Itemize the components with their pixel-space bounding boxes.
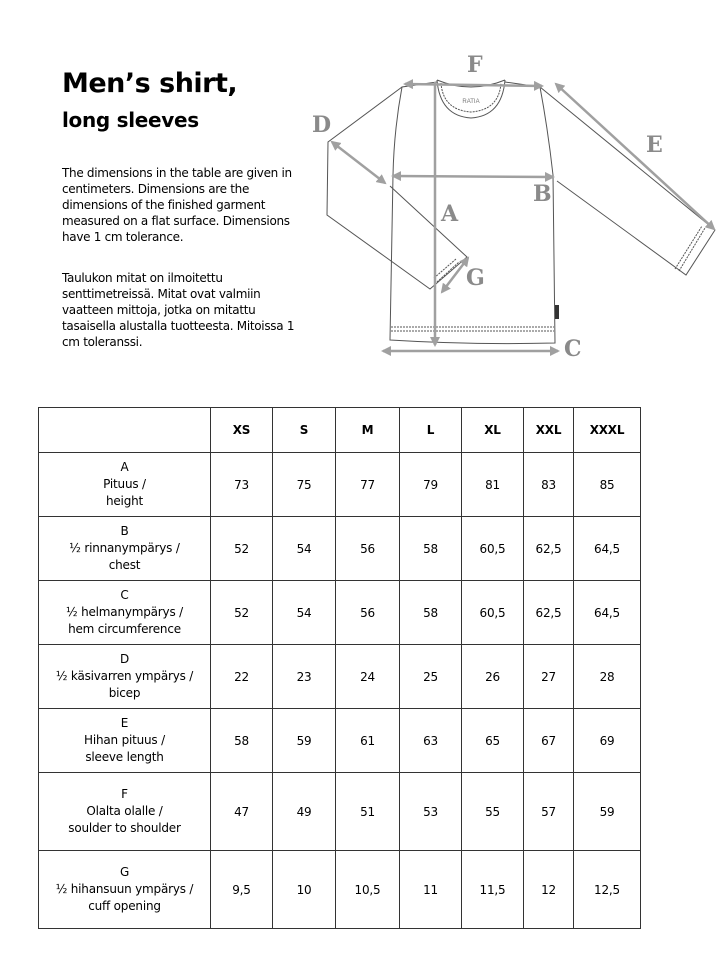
- shirt-measurement-diagram: [305, 50, 720, 370]
- size-header: XXXL: [574, 408, 641, 453]
- size-header: M: [336, 408, 400, 453]
- measurement-value: 64,5: [574, 581, 641, 645]
- measurement-label-code: G: [119, 865, 130, 879]
- measurement-value: 56: [336, 581, 400, 645]
- label-d: D: [312, 112, 332, 138]
- measurement-label-en: chest: [108, 558, 141, 572]
- measurement-label-code: B: [120, 524, 129, 538]
- measurement-value: 64,5: [574, 517, 641, 581]
- arrow-d: [332, 142, 385, 183]
- measurement-row-c: [39, 581, 641, 645]
- page-title: Men’s shirt,: [62, 68, 238, 99]
- measurement-label-en: soulder to shoulder: [68, 821, 181, 835]
- measurement-value: 79: [400, 453, 462, 517]
- measurement-value: 9,5: [211, 851, 273, 929]
- size-header: XS: [211, 408, 273, 453]
- measurement-label-fi: Pituus /: [103, 477, 146, 491]
- measurement-value: 57: [524, 773, 574, 851]
- measurement-value: 54: [273, 517, 336, 581]
- size-header: XL: [462, 408, 524, 453]
- measurement-label-fi: ½ käsivarren ympärys /: [55, 669, 194, 683]
- measurement-label-fi: ½ helmanympärys /: [66, 605, 183, 619]
- measurement-value: 49: [273, 773, 336, 851]
- measurement-label: [39, 773, 211, 851]
- description-finnish: Taulukon mitat on ilmoitettu senttimetreissä. Mitat ovat valmiin vaatteen mittoja, jotka on mitattu tasaisella alustalla tuotteesta. Mitoissa 1 cm toleranssi.: [62, 271, 295, 349]
- measurement-label-fi: ½ rinnanympärys /: [69, 541, 180, 555]
- measurement-row-e: [39, 709, 641, 773]
- measurement-value: 75: [273, 453, 336, 517]
- measurement-value: 60,5: [462, 581, 524, 645]
- measurement-label: [39, 709, 211, 773]
- measurement-value: 63: [400, 709, 462, 773]
- label-f: F: [467, 52, 483, 78]
- measurement-value: 58: [211, 709, 273, 773]
- measurement-value: 25: [400, 645, 462, 709]
- measurement-value: 53: [400, 773, 462, 851]
- measurement-value: 23: [273, 645, 336, 709]
- page-subtitle: long sleeves: [62, 108, 199, 132]
- measurement-label: [39, 645, 211, 709]
- measurement-value: 56: [336, 517, 400, 581]
- measurement-value: 47: [211, 773, 273, 851]
- measurement-value: 10: [273, 851, 336, 929]
- label-g: G: [466, 265, 485, 291]
- measurement-label-en: height: [105, 494, 144, 508]
- measurement-value: 73: [211, 453, 273, 517]
- label-e: E: [646, 132, 663, 158]
- size-header: S: [273, 408, 336, 453]
- measurement-value: 12,5: [574, 851, 641, 929]
- measurement-value: 61: [336, 709, 400, 773]
- measurement-value: 54: [273, 581, 336, 645]
- measurement-value: 62,5: [524, 517, 574, 581]
- measurement-label-code: E: [120, 716, 129, 730]
- measurement-value: 69: [574, 709, 641, 773]
- measurement-value: 11: [400, 851, 462, 929]
- measurement-value: 52: [211, 581, 273, 645]
- measurement-value: 59: [273, 709, 336, 773]
- measurement-label-en: sleeve length: [85, 750, 164, 764]
- measurement-value: 67: [524, 709, 574, 773]
- measurement-row-b: [39, 517, 641, 581]
- measurement-row-a: [39, 453, 641, 517]
- measurement-label-en: hem circumference: [68, 622, 181, 636]
- measurement-value: 51: [336, 773, 400, 851]
- measurement-value: 77: [336, 453, 400, 517]
- corner-cell: [39, 408, 211, 453]
- measurement-label-fi: ½ hihansuun ympärys /: [55, 882, 194, 896]
- measurement-value: 28: [574, 645, 641, 709]
- measurement-label: [39, 581, 211, 645]
- measurement-value: 24: [336, 645, 400, 709]
- label-a: A: [441, 201, 459, 227]
- measurement-value: 62,5: [524, 581, 574, 645]
- measurement-label: [39, 851, 211, 929]
- measurement-value: 65: [462, 709, 524, 773]
- measurement-value: 26: [462, 645, 524, 709]
- measurement-label-code: A: [120, 460, 129, 474]
- measurement-row-g: [39, 851, 641, 929]
- size-header: L: [400, 408, 462, 453]
- measurement-label: [39, 453, 211, 517]
- measurement-label-fi: Olalta olalle /: [86, 804, 163, 818]
- measurement-row-d: [39, 645, 641, 709]
- measurement-label-en: cuff opening: [88, 899, 161, 913]
- measurement-value: 52: [211, 517, 273, 581]
- label-b: B: [533, 181, 552, 207]
- measurement-label: [39, 517, 211, 581]
- measurement-value: 60,5: [462, 517, 524, 581]
- measurement-label-code: D: [119, 652, 130, 666]
- size-table-container: [38, 407, 641, 929]
- measurement-value: 59: [574, 773, 641, 851]
- measurement-arrows: [332, 82, 714, 351]
- measurement-value: 58: [400, 517, 462, 581]
- measurement-value: 83: [524, 453, 574, 517]
- arrow-e: [556, 84, 714, 229]
- measurement-value: 12: [524, 851, 574, 929]
- size-header-row: [39, 408, 641, 453]
- measurement-value: 27: [524, 645, 574, 709]
- measurement-value: 11,5: [462, 851, 524, 929]
- arrow-b: [393, 176, 553, 177]
- measurement-value: 81: [462, 453, 524, 517]
- measurement-value: 22: [211, 645, 273, 709]
- measurement-value: 55: [462, 773, 524, 851]
- measurement-label-fi: Hihan pituus /: [84, 733, 165, 747]
- garment-tag: [555, 305, 559, 319]
- measurement-label-code: C: [120, 588, 129, 602]
- brand-label: RATIA: [462, 99, 480, 105]
- measurement-label-en: bicep: [108, 686, 141, 700]
- description-english: The dimensions in the table are given in centimeters. Dimensions are the dimensions of the finished garment measured on a flat surface. Dimensions have 1 cm tolerance.: [62, 166, 292, 244]
- measurement-value: 85: [574, 453, 641, 517]
- measurement-row-f: [39, 773, 641, 851]
- measurement-label-code: F: [121, 787, 128, 801]
- measurement-value: 10,5: [336, 851, 400, 929]
- measurement-value: 58: [400, 581, 462, 645]
- shirt-outline: [327, 80, 715, 344]
- label-c: C: [564, 336, 582, 362]
- size-header: XXL: [524, 408, 574, 453]
- size-table: [38, 407, 641, 929]
